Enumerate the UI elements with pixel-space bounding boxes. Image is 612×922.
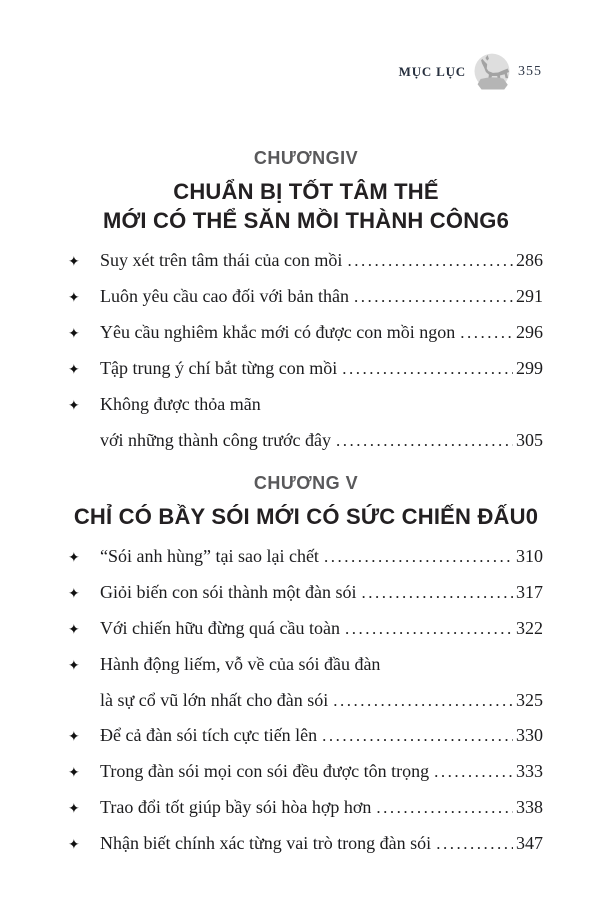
entry-page: 286 — [516, 250, 543, 270]
star-bullet-icon: ✦ — [68, 801, 80, 817]
toc-entry — [68, 392, 543, 418]
dot-leader — [333, 688, 513, 713]
entry-title: Trong đàn sói mọi con sói đều được tôn trọng — [100, 761, 430, 781]
page-number: 355 — [518, 64, 542, 79]
toc-entry-continuation — [68, 688, 543, 713]
toc-entry — [68, 580, 543, 606]
entry-title: Không được thỏa mãn — [100, 394, 261, 414]
chapter-title-line-2: MỚI CÓ THỂ SĂN MỒI THÀNH CÔNG6 — [102, 208, 510, 233]
entry-title: Trao đổi tốt giúp bầy sói hòa hợp hơn — [100, 797, 372, 817]
toc-entry — [68, 544, 543, 570]
entry-page: 310 — [516, 546, 543, 566]
dot-leader — [347, 248, 513, 273]
entry-page: 330 — [516, 725, 543, 745]
toc-entry — [68, 759, 543, 785]
section-chapter-5 — [0, 473, 612, 857]
entry-page: 317 — [516, 582, 543, 602]
toc-entry — [68, 356, 543, 382]
dot-leader — [324, 544, 513, 569]
toc-entry-continuation — [68, 428, 543, 453]
star-bullet-icon: ✦ — [68, 326, 80, 342]
star-bullet-icon: ✦ — [68, 765, 80, 781]
star-bullet-icon: ✦ — [68, 586, 80, 602]
dot-leader — [434, 759, 513, 784]
star-bullet-icon: ✦ — [68, 837, 80, 853]
toc-entry — [68, 795, 543, 821]
entry-page: 347 — [516, 833, 543, 853]
star-bullet-icon: ✦ — [68, 550, 80, 566]
entry-page: 325 — [516, 690, 543, 710]
wolf-moon-icon — [471, 51, 513, 93]
entry-title: Với chiến hữu đừng quá cầu toàn — [100, 618, 340, 638]
entry-title: Tập trung ý chí bắt từng con mồi — [100, 358, 338, 378]
toc-entry-list — [68, 544, 543, 857]
star-bullet-icon: ✦ — [68, 729, 80, 745]
section-chapter-4 — [0, 148, 612, 453]
entry-title: Luôn yêu cầu cao đối với bản thân — [100, 286, 349, 306]
chapter-title-line-1: CHỈ CÓ BẦY SÓI MỚI CÓ SỨC CHIẾN ĐẤU0 — [73, 504, 539, 529]
dot-leader — [436, 831, 513, 856]
star-bullet-icon: ✦ — [68, 622, 80, 638]
dot-leader — [322, 723, 513, 748]
entry-title: Nhận biết chính xác từng vai trò trong đàn sói — [100, 833, 432, 853]
toc-entry — [68, 616, 543, 642]
entry-title: Để cả đàn sói tích cực tiến lên — [100, 725, 318, 745]
entry-title: “Sói anh hùng” tại sao lại chết — [100, 546, 319, 566]
dot-leader — [361, 580, 513, 605]
dot-leader — [460, 320, 513, 345]
toc-entry — [68, 320, 543, 346]
entry-title: Suy xét trên tâm thái của con mồi — [100, 250, 343, 270]
entry-title: Giỏi biến con sói thành một đàn sói — [100, 582, 357, 602]
running-head-title: MỤC LỤC — [398, 64, 466, 79]
toc-entry — [68, 284, 543, 310]
chapter-title-line-1: CHUẨN BỊ TỐT TÂM THẾ — [173, 179, 439, 204]
star-bullet-icon: ✦ — [68, 658, 80, 674]
entry-title: Yêu cầu nghiêm khắc mới có được con mồi ngon — [100, 322, 456, 342]
dot-leader — [342, 356, 513, 381]
star-bullet-icon: ✦ — [68, 362, 80, 378]
entry-page: 305 — [516, 430, 543, 450]
dot-leader — [354, 284, 513, 309]
entry-page: 322 — [516, 618, 543, 638]
chapter-label: CHƯƠNG V — [253, 473, 359, 493]
chapter-label: CHƯƠNGIV — [253, 148, 359, 168]
entry-page: 333 — [516, 761, 543, 781]
star-bullet-icon: ✦ — [68, 398, 80, 414]
dot-leader — [336, 428, 513, 453]
entry-page: 296 — [516, 322, 543, 342]
entry-title: Hành động liếm, vỗ về của sói đầu đàn — [100, 654, 381, 674]
toc-entry — [68, 723, 543, 749]
star-bullet-icon: ✦ — [68, 290, 80, 306]
entry-title-line-2: là sự cổ vũ lớn nhất cho đàn sói — [100, 690, 329, 710]
toc-entry — [68, 831, 543, 857]
dot-leader — [376, 795, 513, 820]
star-bullet-icon: ✦ — [68, 254, 80, 270]
entry-title-line-2: với những thành công trước đây — [100, 430, 332, 450]
dot-leader — [345, 616, 513, 641]
chapter-title — [0, 502, 612, 531]
chapter-title — [0, 177, 612, 235]
entry-page: 291 — [516, 286, 543, 306]
entry-page: 338 — [516, 797, 543, 817]
toc-entry — [68, 248, 543, 274]
toc-entry — [68, 652, 543, 678]
toc-entry-list — [68, 248, 543, 453]
entry-page: 299 — [516, 358, 543, 378]
page-header — [0, 50, 612, 94]
